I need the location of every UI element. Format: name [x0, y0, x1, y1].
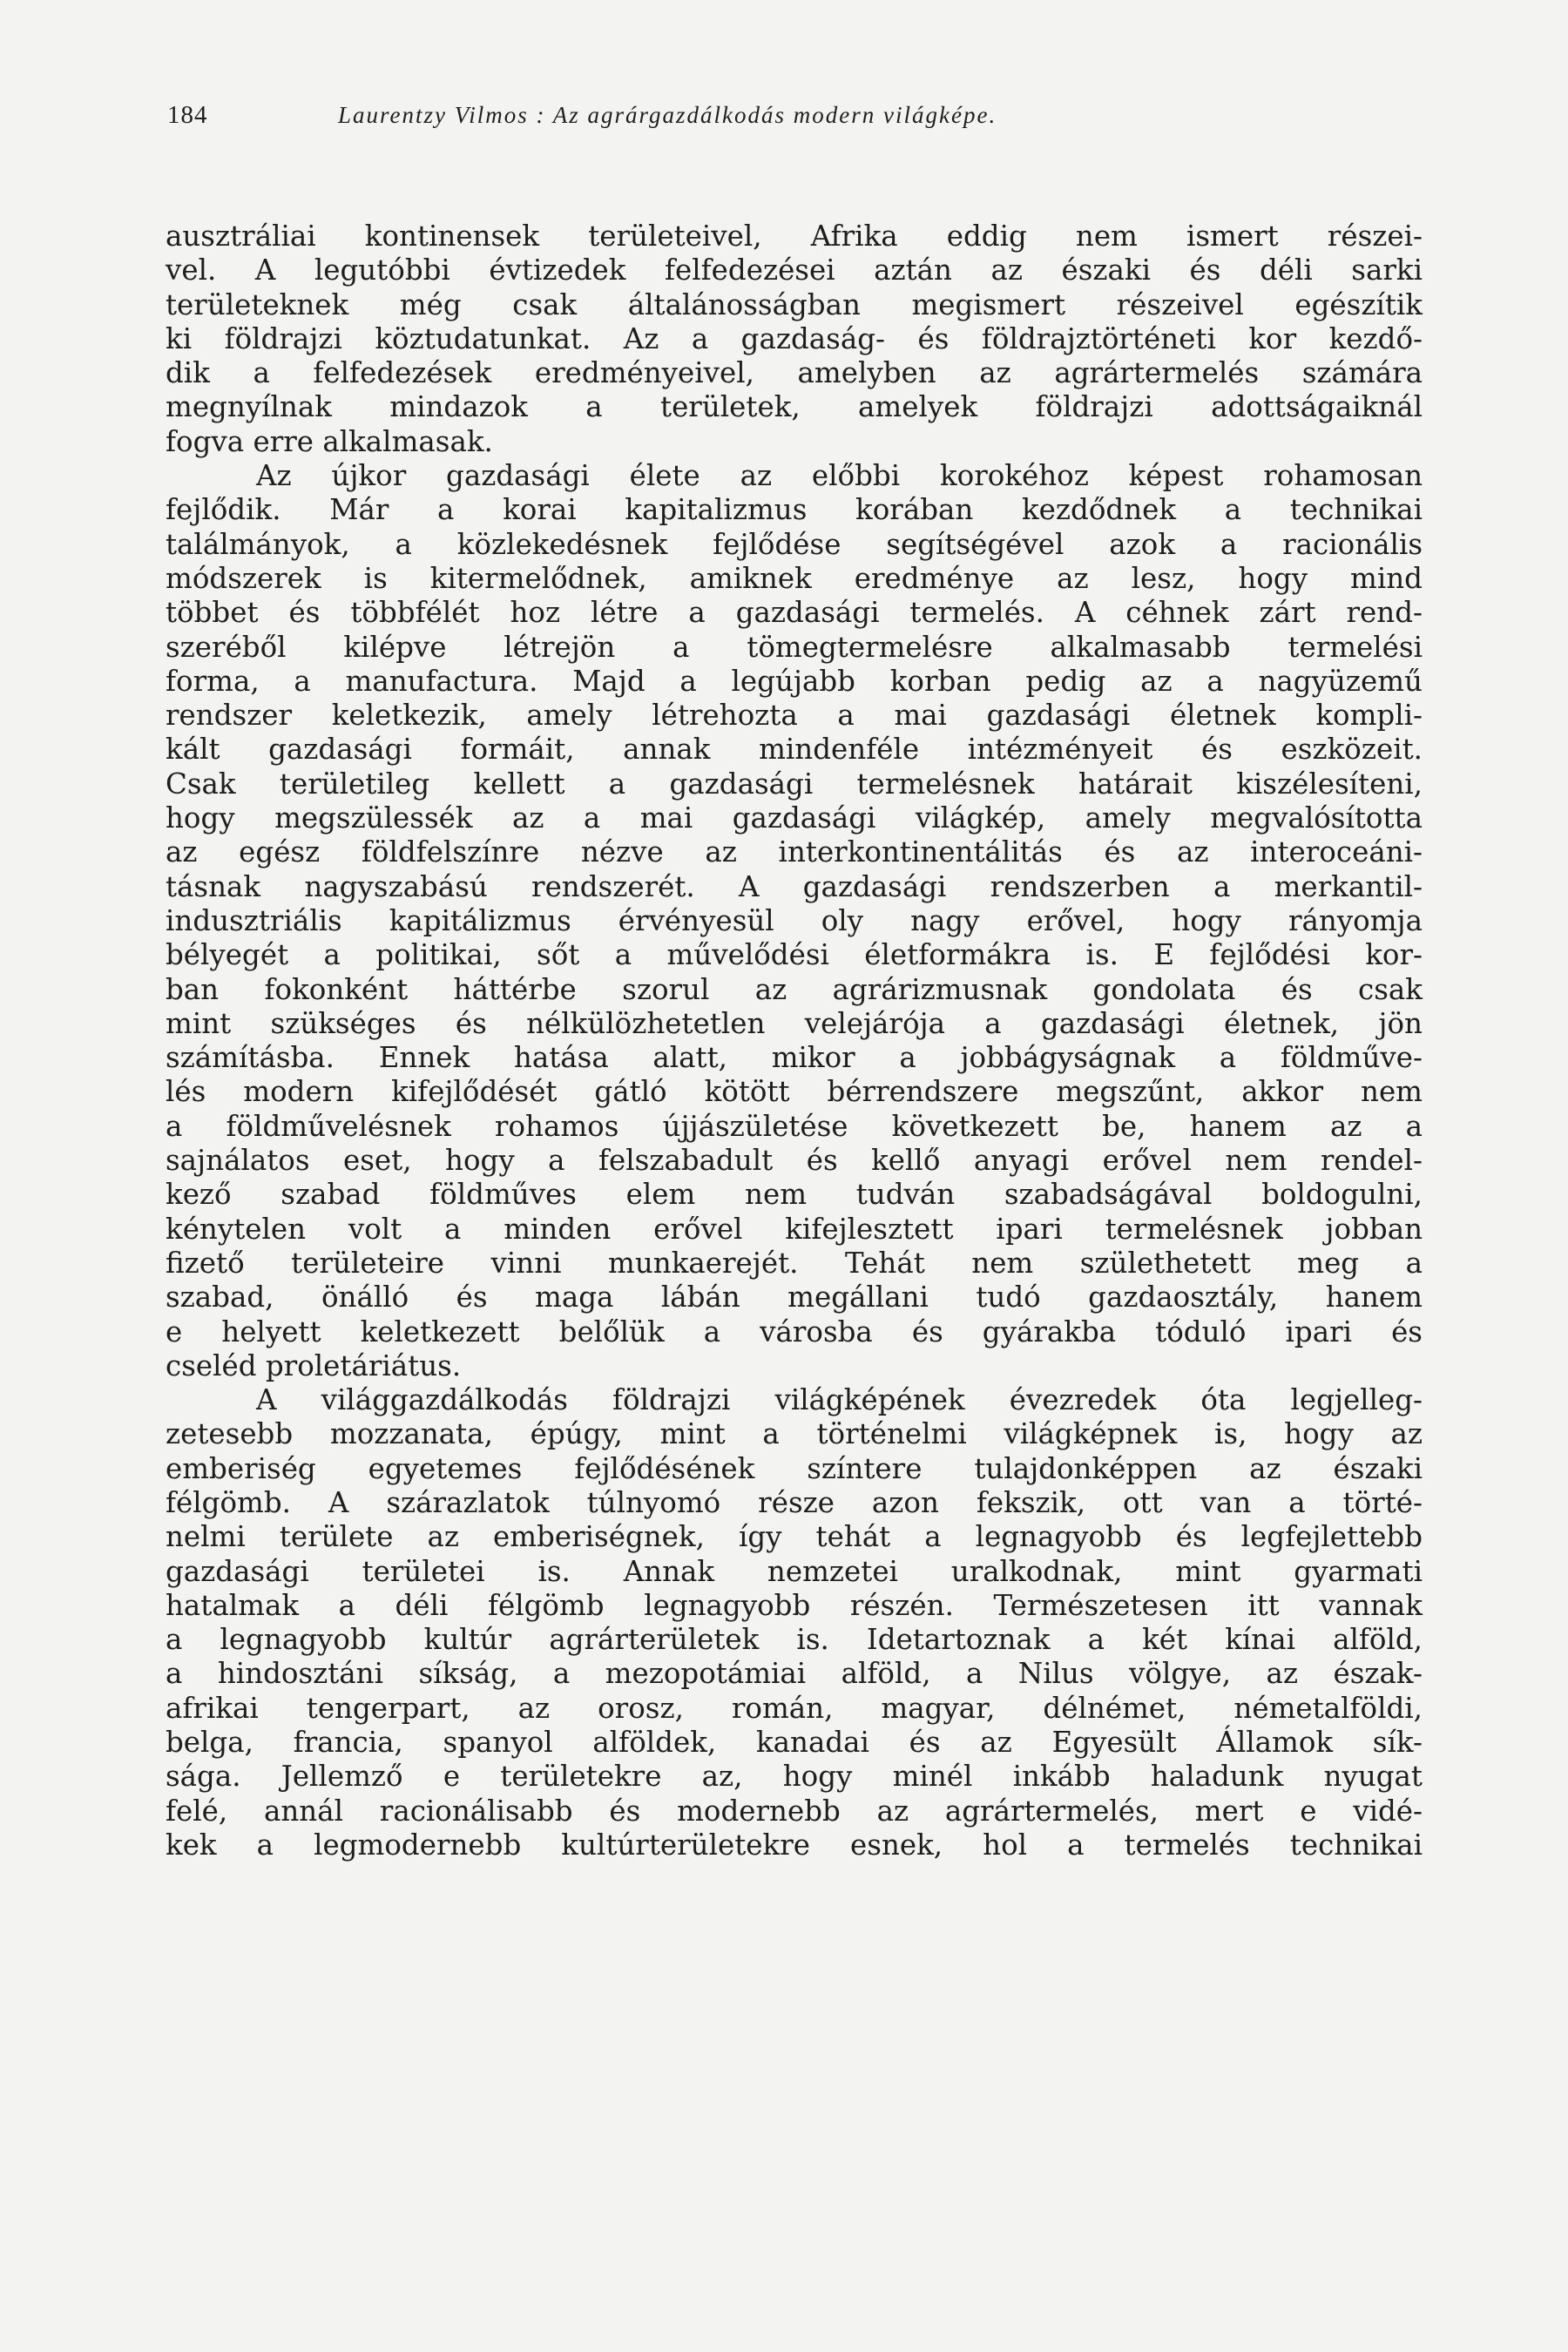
text-line: kénytelen volt a minden erővel kifejlesztett ipari termelésnek jobban [166, 1212, 1423, 1246]
running-head [167, 98, 1420, 132]
paragraph-first-line: A világgazdálkodás földrajzi világképének évezredek óta legjelleg- [256, 1383, 1423, 1417]
text-line: lés modern kifejlődését gátló kötött bérrendszere megszűnt, akkor nem [166, 1075, 1423, 1109]
text-line: a földművelésnek rohamos újjászületése következett be, hanem az a [166, 1109, 1423, 1143]
text-line: bélyegét a politikai, sőt a művelődési életformákra is. E fejlődési kor- [166, 938, 1423, 972]
text-line: gazdasági területei is. Annak nemzetei uralkodnak, mint gyarmati [166, 1554, 1423, 1588]
text-line: belga, francia, spanyol alföldek, kanadai és az Egyesült Államok sík- [166, 1726, 1423, 1760]
text-line: találmányok, a közlekedésnek fejlődése segítségével azok a racionális [166, 527, 1423, 561]
text-line: területeknek még csak általánosságban megismert részeivel egészítik [166, 287, 1423, 321]
text-line: számításba. Ennek hatása alatt, mikor a jobbágyságnak a földműve- [166, 1041, 1423, 1075]
page-number: 184 [167, 101, 208, 129]
text-line: felé, annál racionálisabb és modernebb az agrártermelés, mert e vidé- [166, 1794, 1423, 1828]
text-line: fogva erre alkalmasak. [166, 424, 493, 458]
running-title: Laurentzy Vilmos : Az agrárgazdálkodás modern világképe. [338, 102, 997, 128]
text-line: a hindosztáni síkság, a mezopotámiai alföld, a Nilus völgye, az észak- [166, 1657, 1423, 1691]
text-line: nelmi területe az emberiségnek, így tehát a legnagyobb és legfejlettebb [166, 1520, 1423, 1554]
text-line: indusztriális kapitálizmus érvényesül oly nagy erővel, hogy rányomja [166, 903, 1423, 937]
text-line: megnyílnak mindazok a területek, amelyek földrajzi adottságaiknál [166, 390, 1423, 424]
text-line: tásnak nagyszabású rendszerét. A gazdasági rendszerben a merkantil- [166, 869, 1423, 903]
text-line: rendszer keletkezik, amely létrehozta a mai gazdasági életnek kompli- [166, 699, 1423, 733]
text-line: mint szükséges és nélkülözhetetlen velejárója a gazdasági életnek, jön [166, 1006, 1423, 1040]
text-line: ki földrajzi köztudatunkat. Az a gazdaság- és földrajztörténeti kor kezdő- [166, 321, 1423, 355]
text-line: többet és többfélét hoz létre a gazdasági termelés. A céhnek zárt rend- [166, 596, 1423, 630]
text-line: Csak területileg kellett a gazdasági termelésnek határait kiszélesíteni, [166, 767, 1423, 801]
body-text [166, 220, 1423, 1862]
text-line: forma, a manufactura. Majd a legújabb korban pedig az a nagyüzemű [166, 664, 1423, 698]
text-line: kek a legmodernebb kultúrterületekre esnek, hol a termelés technikai [166, 1828, 1423, 1862]
text-line: szabad, önálló és maga lábán megállani tudó gazdaosztály, hanem [166, 1281, 1423, 1315]
text-line: kált gazdasági formáit, annak mindenféle intézményeit és eszközeit. [166, 733, 1423, 767]
text-line: afrikai tengerpart, az orosz, román, magyar, délnémet, németalföldi, [166, 1691, 1423, 1725]
text-line: ausztráliai kontinensek területeivel, Afrika eddig nem ismert részei- [166, 220, 1423, 253]
text-line: hogy megszülessék az a mai gazdasági világkép, amely megvalósította [166, 801, 1423, 835]
text-line: fejlődik. Már a korai kapitalizmus korában kezdődnek a technikai [166, 493, 1423, 527]
text-line: dik a felfedezések eredményeivel, amelyben az agrártermelés számára [166, 356, 1423, 390]
text-line: kező szabad földműves elem nem tudván szabadságával boldogulni, [166, 1178, 1423, 1212]
text-line: emberiség egyetemes fejlődésének színtere tulajdonképpen az északi [166, 1451, 1423, 1485]
text-line: sajnálatos eset, hogy a felszabadult és kellő anyagi erővel nem rendel- [166, 1144, 1423, 1178]
text-line: a legnagyobb kultúr agrárterületek is. Idetartoznak a két kínai alföld, [166, 1623, 1423, 1657]
text-line: ban fokonként háttérbe szorul az agrárizmusnak gondolata és csak [166, 972, 1423, 1006]
text-line: vel. A legutóbbi évtizedek felfedezései aztán az északi és déli sarki [166, 253, 1423, 287]
paragraph-first-line: Az újkor gazdasági élete az előbbi korokéhoz képest rohamosan [256, 459, 1423, 493]
text-line: módszerek is kitermelődnek, amiknek eredménye az lesz, hogy mind [166, 561, 1423, 595]
text-line: szeréből kilépve létrejön a tömegtermelésre alkalmasabb termelési [166, 630, 1423, 664]
text-line: e helyett keletkezett belőlük a városba és gyárakba tóduló ipari és [166, 1315, 1423, 1348]
text-line: zetesebb mozzanata, épúgy, mint a történelmi világképnek is, hogy az [166, 1417, 1423, 1451]
text-line: cseléd proletáriátus. [166, 1348, 462, 1382]
text-line: félgömb. A szárazlatok túlnyomó része azon fekszik, ott van a törté- [166, 1485, 1423, 1519]
text-line: az egész földfelszínre nézve az interkontinentálitás és az interoceáni- [166, 835, 1423, 869]
text-line: hatalmak a déli félgömb legnagyobb részén. Természetesen itt vannak [166, 1588, 1423, 1622]
text-line: fizető területeire vinni munkaerejét. Tehát nem születhetett meg a [166, 1246, 1423, 1280]
text-line: sága. Jellemző e területekre az, hogy minél inkább haladunk nyugat [166, 1760, 1423, 1794]
